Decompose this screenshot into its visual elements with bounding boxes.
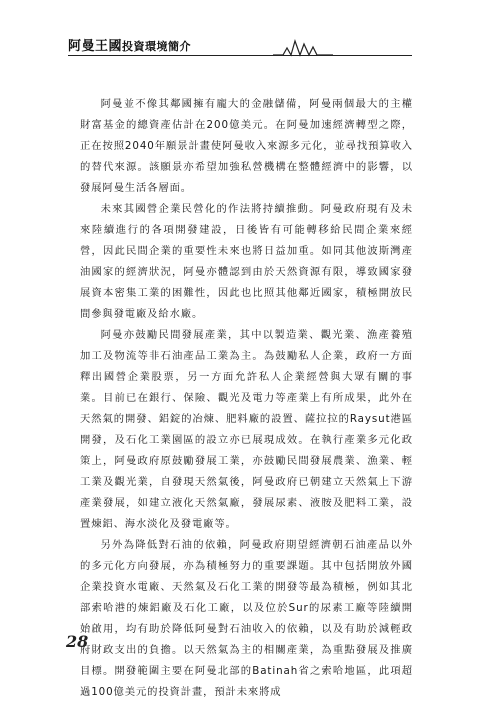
page-number: 28 (66, 632, 89, 651)
article-body (80, 94, 413, 703)
header-title-sub: 投資環境簡介 (122, 40, 192, 53)
header-title (68, 40, 191, 54)
running-header (68, 40, 412, 56)
header-rule (68, 55, 412, 56)
paragraph-3: 阿曼亦鼓勵民間發展產業，其中以製造業、觀光業、漁產養殖加工及物流等非石油產品工業為主。為鼓勵私人企業，政府一方面釋出國營企業股票，另一方面允許私人企業經營與大眾有關的事業。目前已在銀行、保險、觀光及電力等產業上有所成果，此外在天然氣的開發、鋁錠的冶煉、肥料廠的設置、薩拉拉的Raysut港區開發，及石化工業園區的設立亦已展現成效。在執行產業多元化政策上，阿曼政府原鼓勵發展工業，亦鼓勵民間發展農業、漁業、輕工業及觀光業，自發現天然氣後，阿曼政府已朝建立天然氣上下游產業發展，如建立液化天然氣廠，發展尿素、液胺及肥料工業，設置煉鋁、海水淡化及發電廠等。 (80, 329, 413, 530)
paragraph-1: 阿曼並不像其鄰國擁有龐大的金融儲備，阿曼兩個最大的主權財富基金的總資產估計在200億美元。在阿曼加速經濟轉型之際，正在按照2040年願景計畫使阿曼收入來源多元化，並尋找預算收入的替代來源。該願景亦希望加強私營機構在整體經濟中的影響，以發展阿曼生活各層面。 (80, 98, 413, 194)
paragraph-2: 未來其國營企業民營化的作法將持續推動。阿曼政府現有及未來陸續進行的各項開發建設，日後皆有可能轉移給民間企業來經營，因此民間企業的重要性未來也將日益加重。如同其他波斯灣產油國家的經濟狀況，阿曼亦體認到由於天然資源有限，導致國家發展資本密集工業的困難性，因此也比照其他鄰近國家，積極開放民間參與發電廠及給水廠。 (80, 203, 413, 320)
paragraph-4: 另外為降低對石油的依賴，阿曼政府期望經濟朝石油產品以外的多元化方向發展，亦為積極努力的重要課題。其中包括開放外國企業投資水電廠、天然氣及石化工業的開發等最為積極，例如其北部索哈港的煉鋁廠及石化工廠，以及位於Sur的尿素工廠等陸續開始啟用，均有助於降低阿曼對石油收入的依賴，以及有助於減輕政府財政支出的負擔。以天然氣為主的相關產業，為重點發展及推廣目標。開發範圍主要在阿曼北部的Batinah省之索哈地區，此項超過100億美元的投資計畫，預計未來將成 (80, 539, 413, 698)
header-title-main: 阿曼王國 (68, 39, 123, 54)
